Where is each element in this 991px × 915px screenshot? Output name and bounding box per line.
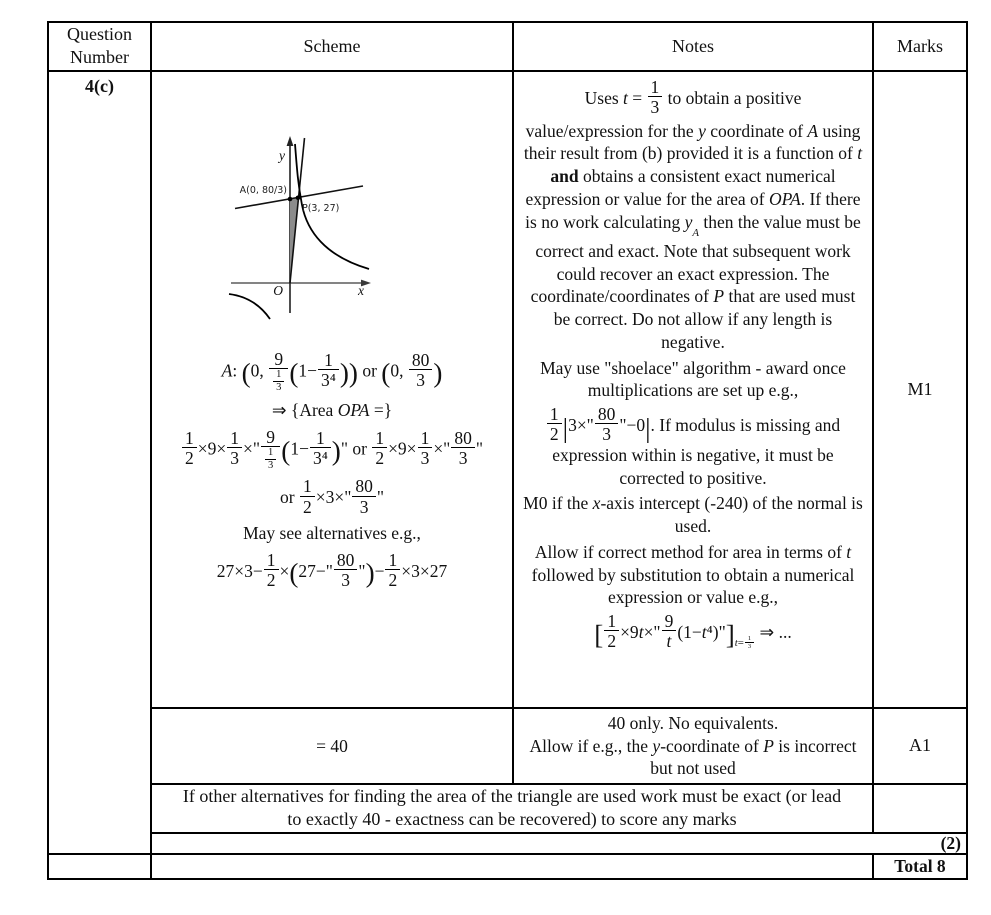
question-number: 4(c) bbox=[85, 75, 114, 96]
label-origin: O bbox=[273, 282, 283, 298]
header-scheme: Scheme bbox=[151, 22, 513, 71]
header-notes: Notes bbox=[513, 22, 873, 71]
total-row-spacer-cell bbox=[151, 854, 873, 879]
note-m0-intercept: M0 if the x-axis intercept (-240) of the normal is used. bbox=[523, 493, 863, 536]
m1-row bbox=[48, 71, 967, 708]
note-allow-method: Allow if correct method for area in terms of t followed by substitution to obtain a numerical expression or value e.g., bbox=[531, 541, 855, 608]
triangle-area-graph bbox=[221, 132, 443, 344]
subtotal-row bbox=[48, 833, 967, 854]
label-x-axis: x bbox=[358, 282, 364, 298]
subtotal-cell: (2) bbox=[151, 833, 967, 854]
header-marks: Marks bbox=[873, 22, 967, 71]
header-question-number: Question Number bbox=[48, 22, 151, 71]
curve-branch-2 bbox=[229, 294, 270, 319]
mark-scheme-table bbox=[47, 21, 968, 880]
label-point-P: P(3, 27) bbox=[302, 202, 340, 214]
scheme-cell bbox=[151, 71, 513, 708]
note-substitution-expression: [ $\frac{1}{2}$ ×9t×" $\frac{9}{t}$ $(1-t^4)"]_{t= \frac{1}{3}}$ ⇒ ... bbox=[594, 611, 792, 652]
alternatives-marks-cell bbox=[873, 784, 967, 833]
scheme-line-alternative-expression: 27×3− $\frac{1}{2}$ ×(27−" $\frac{80}{3}$ ")− $\frac{1}{2}$ ×3×27 bbox=[216, 549, 448, 591]
m1-notes-cell bbox=[513, 71, 873, 708]
scheme-line-area-expression: $\frac{1}{2}$ ×9× $\frac{1}{3}$ ×" $\frac{9}{\frac{1}{3}}$ (1− $\frac{1}{\text{3⁴}}$ )" or $\frac{1}{2}$ ×9× $\frac{1}{3}$ ×" $\frac{80}{3}$ " bbox=[155, 428, 509, 471]
a1-row bbox=[48, 708, 967, 784]
total-cell: Total 8 bbox=[873, 854, 967, 879]
total-row bbox=[48, 854, 967, 879]
total-row-question-cell bbox=[48, 854, 151, 879]
alternatives-row bbox=[48, 784, 967, 833]
point-P-dot bbox=[296, 195, 301, 200]
note-40-only: 40 only. No equivalents. bbox=[607, 712, 779, 733]
question-number-cell bbox=[48, 71, 151, 854]
alternatives-note-cell: If other alternatives for finding the area of the triangle are used work must be exact (or lead to exactly 40 - exactness can be recovered) to score any marks bbox=[151, 784, 873, 833]
scheme-line-alternatives-note: May see alternatives e.g., bbox=[243, 523, 421, 544]
scheme-line-area-alt: or $\frac{1}{2}$ ×3×" $\frac{80}{3}$ " bbox=[280, 476, 384, 517]
note-shoelace: May use "shoelace" algorithm - award once multiplications are set up e.g., bbox=[540, 357, 846, 401]
note-allow-y-coordinate: Allow if e.g., the y-coordinate of P is incorrect but not used bbox=[529, 735, 857, 779]
scheme-line-area-opa: ⇒ {Area OPA =} bbox=[271, 400, 393, 421]
header-row bbox=[48, 22, 967, 71]
note-modulus: $\frac{1}{2}$ |3×" $\frac{80}{3}$ "−0|. If modulus is missing and expression within is negative, it must be corrected to positive. bbox=[521, 405, 865, 489]
label-point-A: A(0, 80/3) bbox=[239, 184, 287, 196]
a1-notes-cell bbox=[513, 708, 873, 784]
note-uses-t: Uses t = $\frac{1}{3}$ to obtain a positive bbox=[584, 76, 802, 118]
point-A-dot bbox=[288, 196, 293, 201]
y-axis-arrow-icon bbox=[287, 136, 294, 146]
m1-mark-cell: M1 bbox=[873, 71, 967, 708]
answer-cell: = 40 bbox=[151, 708, 513, 784]
scheme-line-coordinates-A: A: (0, $\frac{9}{\frac{1}{3}}$ (1− $\frac{1}{\text{3⁴}}$ )) or (0, $\frac{80}{3}$ ) bbox=[221, 348, 443, 393]
note-main-paragraph: value/expression for the y coordinate of A using their result from (b) provided it is a function of t and obtains a consistent exact numerical expression or value for the area of OPA. If there is no work calculating $y_A$ then the value must be correct and exact. Note that subsequent work could recover an exact expression. The coordinate/coordinates of P that are used must be correct. Do not allow if any length is negative. bbox=[523, 120, 863, 352]
a1-mark-cell: A1 bbox=[873, 708, 967, 784]
label-y-axis: y bbox=[279, 147, 285, 163]
